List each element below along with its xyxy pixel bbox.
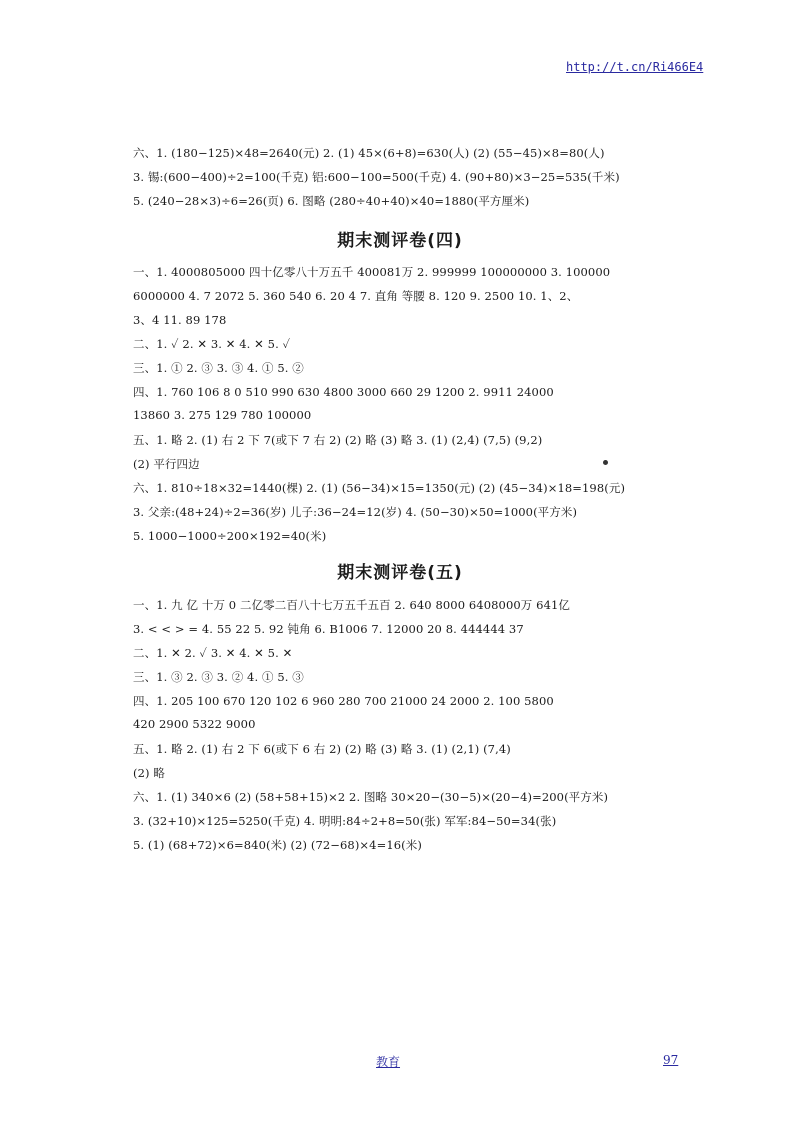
answer-line: 一、1. 4000805000 四十亿零八十万五千 400081万 2. 999999 100000000 3. 100000 xyxy=(133,265,611,279)
answer-line: 六、1. (180−125)×48=2640(元) 2. (1) 45×(6+8)=630(人) (2) (55−45)×8=80(人) xyxy=(133,146,605,160)
answer-line: 六、1. (1) 340×6 (2) (58+58+15)×2 2. 图略 30×20−(30−5)×(20−4)=200(平方米) xyxy=(133,790,609,804)
source-url-link[interactable]: http://t.cn/Ri466E4 xyxy=(566,60,704,74)
answer-line: 3、4 11. 89 178 xyxy=(133,313,227,327)
answer-line: 3. 父亲:(48+24)÷2=36(岁) 儿子:36−24=12(岁) 4. (50−30)×50=1000(平方米) xyxy=(133,505,578,519)
answer-line: 6000000 4. 7 2072 5. 360 540 6. 20 4 7. 直角 等腰 8. 120 9. 2500 10. 1、2、 xyxy=(133,289,579,303)
page-number: 97 xyxy=(663,1053,679,1067)
answer-line: 三、1. ③ 2. ③ 3. ② 4. ① 5. ③ xyxy=(133,670,304,684)
answer-line: 5. (1) (68+72)×6=840(米) (2) (72−68)×4=16(米) xyxy=(133,838,422,852)
answer-line: 六、1. 810÷18×32=1440(棵) 2. (1) (56−34)×15=1350(元) (2) (45−34)×18=198(元) xyxy=(133,481,626,495)
answer-line: 5. (240−28×3)÷6=26(页) 6. 图略 (280÷40+40)×40=1880(平方厘米) xyxy=(133,194,530,208)
answer-line: 420 2900 5322 9000 xyxy=(133,717,256,731)
ink-dot xyxy=(603,460,608,465)
answer-line: 二、1. ✕ 2. ✓ 3. ✕ 4. ✕ 5. ✕ xyxy=(133,646,293,660)
answer-line: 3. 锡:(600−400)÷2=100(千克) 铝:600−100=500(千克) 4. (90+80)×3−25=535(千米) xyxy=(133,170,620,184)
footer-link[interactable]: 教育 xyxy=(376,1055,401,1069)
section-title-5: 期末测评卷(五) xyxy=(337,563,463,583)
answer-line: 五、1. 略 2. (1) 右 2 下 6(或下 6 右 2) (2) 略 (3) 略 3. (1) (2,1) (7,4) xyxy=(133,742,511,756)
answer-line: 13860 3. 275 129 780 100000 xyxy=(133,408,312,422)
answer-line: 五、1. 略 2. (1) 右 2 下 7(或下 7 右 2) (2) 略 (3) 略 3. (1) (2,4) (7,5) (9,2) xyxy=(133,433,543,447)
section-title-4: 期末测评卷(四) xyxy=(337,231,463,251)
answer-line: 5. 1000−1000÷200×192=40(米) xyxy=(133,529,327,543)
answer-line: 四、1. 205 100 670 120 102 6 960 280 700 21000 24 2000 2. 100 5800 xyxy=(133,694,554,708)
answer-line: 3. < < > = 4. 55 22 5. 92 钝角 6. B1006 7. 12000 20 8. 444444 37 xyxy=(133,622,524,636)
answer-line: 三、1. ① 2. ③ 3. ③ 4. ① 5. ② xyxy=(133,361,304,375)
answer-line: 一、1. 九 亿 十万 0 二亿零二百八十七万五千五百 2. 640 8000 6408000万 641亿 xyxy=(133,598,570,612)
answer-line: 四、1. 760 106 8 0 510 990 630 4800 3000 660 29 1200 2. 9911 24000 xyxy=(133,385,554,399)
answer-line: 二、1. ✓ 2. ✕ 3. ✕ 4. ✕ 5. ✓ xyxy=(133,337,291,351)
answer-line: (2) 平行四边 xyxy=(133,457,200,471)
answer-line: (2) 略 xyxy=(133,766,165,780)
answer-line: 3. (32+10)×125=5250(千克) 4. 明明:84÷2+8=50(张) 军军:84−50=34(张) xyxy=(133,814,557,828)
